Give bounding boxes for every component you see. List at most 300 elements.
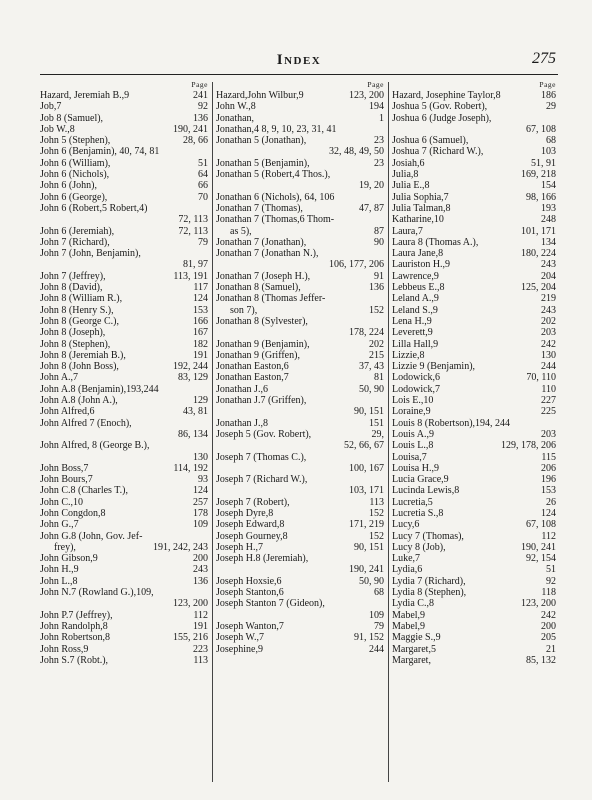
index-entry xyxy=(392,497,558,508)
index-entry xyxy=(216,587,386,598)
entry-name: Louisa,7 xyxy=(392,451,427,463)
entry-pages: 203 xyxy=(541,327,556,339)
entry-name: Louisa H.,9 xyxy=(392,462,439,474)
entry-pages: 190, 241 xyxy=(521,541,556,553)
entry-name: Maggie S.,9 xyxy=(392,632,441,644)
entry-name: Mabel,9 xyxy=(392,609,426,621)
entry-pages: 202 xyxy=(369,338,384,350)
index-entry-continuation xyxy=(40,452,210,463)
entry-name: Julia E.,8 xyxy=(392,180,430,192)
entry-pages: 112 xyxy=(193,609,208,621)
entry-pages: 21 xyxy=(546,643,556,655)
entry-pages: 200 xyxy=(541,620,556,632)
entry-pages: 79 xyxy=(374,620,384,632)
index-entry xyxy=(216,271,386,282)
index-entry xyxy=(216,248,386,259)
entry-pages: 67, 108 xyxy=(526,123,556,135)
entry-name: Lodowick,7 xyxy=(392,383,441,395)
entry-pages: 123, 200 xyxy=(173,598,208,610)
entry-pages: 130 xyxy=(193,451,208,463)
index-entry xyxy=(216,372,386,383)
entry-pages: 204 xyxy=(541,270,556,282)
index-entry xyxy=(392,644,558,655)
entry-pages: 215 xyxy=(369,349,384,361)
index-entry xyxy=(216,395,386,406)
index-entry xyxy=(40,169,210,180)
entry-pages: 166 xyxy=(193,315,208,327)
index-entry xyxy=(40,485,210,496)
index-entry xyxy=(40,497,210,508)
entry-name: Lydia 8 (Stephen), xyxy=(392,587,467,599)
column-divider xyxy=(212,82,213,782)
entry-name: Joshua 7 (Richard W.), xyxy=(392,146,484,158)
column-page-label: Page xyxy=(539,80,556,89)
index-entry xyxy=(40,384,210,395)
index-entry xyxy=(40,418,210,429)
index-entry xyxy=(392,485,558,496)
entry-pages: 103 xyxy=(541,146,556,158)
index-entry xyxy=(392,395,558,406)
entry-name: John Bours,7 xyxy=(40,474,93,486)
index-entry xyxy=(216,542,386,553)
entry-name: frey), xyxy=(54,541,76,553)
entry-name: John 8 (William R.), xyxy=(40,293,123,305)
column-page-label: Page xyxy=(367,80,384,89)
entry-pages: 152 xyxy=(369,507,384,519)
entry-pages: 113 xyxy=(369,496,384,508)
index-entry xyxy=(392,90,558,101)
index-entry xyxy=(216,361,386,372)
entry-name: John 5 (Stephen), xyxy=(40,135,111,147)
entry-pages: 193 xyxy=(541,202,556,214)
entry-name: John C.,10 xyxy=(40,496,84,508)
entry-name: John 8 (David), xyxy=(40,282,103,294)
entry-name: Julia,8 xyxy=(392,169,419,181)
index-entry xyxy=(40,271,210,282)
index-entry xyxy=(392,632,558,643)
entry-pages: 154 xyxy=(541,180,556,192)
index-entry xyxy=(392,305,558,316)
entry-pages: 70 xyxy=(198,191,208,203)
entry-pages: 86, 134 xyxy=(178,428,208,440)
entry-name: Joseph H.8 (Jeremiah), xyxy=(216,553,309,565)
index-entry xyxy=(392,418,558,429)
entry-name: John 6 (Benjamin), 40, 74, 81 xyxy=(40,146,160,158)
index-entry xyxy=(40,610,210,621)
index-entry xyxy=(216,621,386,632)
index-entry xyxy=(392,316,558,327)
index-entry xyxy=(392,248,558,259)
index-entry xyxy=(216,350,386,361)
entry-name: Julia Talman,8 xyxy=(392,202,451,214)
index-entry xyxy=(216,203,386,214)
index-entry xyxy=(40,237,210,248)
entry-pages: 83, 129 xyxy=(178,372,208,384)
entry-pages: 72, 113 xyxy=(178,225,208,237)
entry-name: Lucy 7 (Thomas), xyxy=(392,530,464,542)
entry-pages: 1 xyxy=(379,112,384,124)
entry-pages: 129 xyxy=(193,395,208,407)
index-entry xyxy=(392,621,558,632)
entry-name: John Alfred 7 (Enoch), xyxy=(40,417,132,429)
entry-name: John 6 (William), xyxy=(40,157,111,169)
entry-name: Joshua 6 (Samuel), xyxy=(392,135,469,147)
entry-name: Lois E.,10 xyxy=(392,395,434,407)
entry-pages: 243 xyxy=(193,564,208,576)
entry-name: Lucy 8 (Job), xyxy=(392,541,446,553)
entry-name: Louis 8 (Robertson),194, 244 xyxy=(392,417,511,429)
entry-pages: 136 xyxy=(193,112,208,124)
index-entry xyxy=(40,192,210,203)
entry-name: John A.,7 xyxy=(40,372,79,384)
index-entry xyxy=(392,452,558,463)
entry-name: John A.8 (John A.), xyxy=(40,395,118,407)
index-entry xyxy=(216,158,386,169)
index-entry-continuation xyxy=(216,180,386,191)
entry-name: Jonathan 7 (Thomas,6 Thom- xyxy=(216,214,335,226)
index-entry xyxy=(216,90,386,101)
entry-name: Lucinda Lewis,8 xyxy=(392,485,460,497)
index-entry xyxy=(216,429,386,440)
index-column-3 xyxy=(392,80,558,666)
entry-name: Josiah,6 xyxy=(392,157,425,169)
entry-pages: 123, 200 xyxy=(521,598,556,610)
entry-name: Joshua 6 (Judge Joseph), xyxy=(392,112,492,124)
entry-name: John P.7 (Jeffrey), xyxy=(40,609,113,621)
index-entry xyxy=(216,169,386,180)
entry-name: Joseph H.,7 xyxy=(216,541,263,553)
index-entry xyxy=(216,214,386,225)
entry-name: Jonathan,4 8, 9, 10, 23, 31, 41 xyxy=(216,123,337,135)
index-entry-continuation xyxy=(216,259,386,270)
entry-pages: 241 xyxy=(193,90,208,101)
entry-pages: 178 xyxy=(193,507,208,519)
index-entry-continuation xyxy=(40,429,210,440)
entry-pages: 92 xyxy=(198,101,208,113)
index-entry xyxy=(40,644,210,655)
entry-pages: 182 xyxy=(193,338,208,350)
index-entry-continuation xyxy=(40,542,210,553)
entry-pages: 109 xyxy=(369,609,384,621)
entry-pages: 202 xyxy=(541,315,556,327)
entry-name: Margaret, xyxy=(392,654,431,666)
entry-pages: 129, 178, 206 xyxy=(501,440,556,452)
entry-pages: 152 xyxy=(369,304,384,316)
entry-pages: 47, 87 xyxy=(359,202,384,214)
entry-pages: 19, 20 xyxy=(359,180,384,192)
entry-pages: 50, 90 xyxy=(359,383,384,395)
index-entry-continuation xyxy=(216,440,386,451)
entry-name: Laura 8 (Thomas A.), xyxy=(392,236,479,248)
entry-name: John 6 (Robert,5 Robert,4) xyxy=(40,202,148,214)
index-entry xyxy=(392,135,558,146)
entry-pages: 28, 66 xyxy=(183,135,208,147)
entry-pages: 106, 177, 206 xyxy=(329,259,384,271)
entry-name: Lucia Grace,9 xyxy=(392,474,449,486)
entry-pages: 79 xyxy=(198,236,208,248)
entry-name: Jonathan 7 (Joseph H.), xyxy=(216,270,311,282)
index-entry xyxy=(216,632,386,643)
index-entry xyxy=(216,508,386,519)
entry-name: John 8 (Henry S.), xyxy=(40,304,114,316)
entry-pages: 248 xyxy=(541,214,556,226)
index-entry xyxy=(40,158,210,169)
entry-pages: 242 xyxy=(541,338,556,350)
entry-pages: 101, 171 xyxy=(521,225,556,237)
index-entry xyxy=(40,576,210,587)
entry-name: Jonathan 8 (Samuel), xyxy=(216,282,301,294)
entry-pages: 169, 218 xyxy=(521,169,556,181)
entry-name: John Gibson,9 xyxy=(40,553,98,565)
entry-name: Jonathan J.,8 xyxy=(216,417,268,429)
entry-name: Margaret,5 xyxy=(392,643,436,655)
entry-name: John H.,9 xyxy=(40,564,79,576)
entry-name: Joseph Gourney,8 xyxy=(216,530,288,542)
entry-pages: 136 xyxy=(369,282,384,294)
entry-pages: 242 xyxy=(541,609,556,621)
entry-pages: 191 xyxy=(193,620,208,632)
entry-pages: 98, 166 xyxy=(526,191,556,203)
entry-pages: 23 xyxy=(374,135,384,147)
entry-name: Joseph Wanton,7 xyxy=(216,620,284,632)
column-page-label: Page xyxy=(191,80,208,89)
index-entry xyxy=(40,474,210,485)
entry-pages: 90, 151 xyxy=(354,406,384,418)
entry-name: Job W.,8 xyxy=(40,123,75,135)
entry-pages: 113, 191 xyxy=(173,270,208,282)
entry-name: Jonathan 5 (Benjamin), xyxy=(216,157,310,169)
entry-name: Lucretia,5 xyxy=(392,496,433,508)
entry-name: Laura Jane,8 xyxy=(392,248,444,260)
entry-pages: 243 xyxy=(541,304,556,316)
entry-pages: 136 xyxy=(193,575,208,587)
entry-name: Lodowick,6 xyxy=(392,372,441,384)
index-entry-continuation xyxy=(40,214,210,225)
entry-name: Leland S.,9 xyxy=(392,304,438,316)
entry-pages: 190, 241 xyxy=(349,564,384,576)
index-entry xyxy=(40,282,210,293)
index-entry xyxy=(392,293,558,304)
entry-name: Leverett,9 xyxy=(392,327,433,339)
index-entry-continuation xyxy=(392,124,558,135)
entry-name: John 6 (Nichols), xyxy=(40,169,110,181)
entry-name: Lebbeus E.,8 xyxy=(392,282,445,294)
entry-name: Jonathan Easton,6 xyxy=(216,361,289,373)
entry-pages: 50, 90 xyxy=(359,575,384,587)
index-entry xyxy=(216,135,386,146)
entry-pages: 26 xyxy=(546,496,556,508)
entry-pages: 244 xyxy=(369,643,384,655)
entry-name: as 5), xyxy=(230,225,252,237)
entry-pages: 130 xyxy=(541,349,556,361)
entry-pages: 167 xyxy=(193,327,208,339)
index-entry xyxy=(216,452,386,463)
index-entry xyxy=(216,192,386,203)
index-entry xyxy=(216,497,386,508)
entry-name: Katharine,10 xyxy=(392,214,444,226)
entry-pages: 51 xyxy=(198,157,208,169)
entry-name: John 6 (Jeremiah), xyxy=(40,225,115,237)
entry-pages: 244 xyxy=(541,361,556,373)
entry-name: John L.,8 xyxy=(40,575,78,587)
index-entry xyxy=(392,282,558,293)
entry-name: John 7 (Richard), xyxy=(40,236,110,248)
entry-pages: 124 xyxy=(193,293,208,305)
entry-pages: 134 xyxy=(541,236,556,248)
index-entry xyxy=(40,293,210,304)
entry-name: Joseph Hoxsie,6 xyxy=(216,575,282,587)
page-header xyxy=(40,48,558,75)
entry-pages: 117 xyxy=(193,282,208,294)
entry-pages: 110 xyxy=(541,383,556,395)
index-entry xyxy=(216,644,386,655)
entry-name: Lena H.,9 xyxy=(392,315,432,327)
entry-name: Joseph Stanton,6 xyxy=(216,587,284,599)
entry-pages: 227 xyxy=(541,395,556,407)
entry-pages: 114, 192 xyxy=(173,462,208,474)
entry-pages: 225 xyxy=(541,406,556,418)
entry-name: John 8 (John Boss), xyxy=(40,361,119,373)
entry-name: Lawrence,9 xyxy=(392,270,439,282)
entry-pages: 67, 108 xyxy=(526,519,556,531)
entry-name: John G.,7 xyxy=(40,519,79,531)
entry-pages: 200 xyxy=(193,553,208,565)
index-entry xyxy=(40,135,210,146)
index-entry xyxy=(392,463,558,474)
index-entry xyxy=(216,101,386,112)
index-entry xyxy=(392,237,558,248)
entry-name: Jonathan 8 (Sylvester), xyxy=(216,315,308,327)
entry-pages: 29 xyxy=(546,101,556,113)
index-entry xyxy=(392,531,558,542)
entry-name: Lizzie,8 xyxy=(392,349,425,361)
entry-name: Jonathan 7 (Jonathan N.), xyxy=(216,248,319,260)
index-entry-continuation xyxy=(216,146,386,157)
entry-pages: 51 xyxy=(546,564,556,576)
entry-pages: 191 xyxy=(193,349,208,361)
entry-pages: 51, 91 xyxy=(531,157,556,169)
column-divider xyxy=(388,82,389,782)
index-entry-continuation xyxy=(216,610,386,621)
index-entry xyxy=(40,305,210,316)
entry-name: son 7), xyxy=(230,304,258,316)
entry-pages: 118 xyxy=(541,587,556,599)
entry-pages: 37, 43 xyxy=(359,361,384,373)
entry-name: Hazard, Jeremiah B.,9 xyxy=(40,90,130,101)
entry-name: Jonathan 8 (Thomas Jeffer- xyxy=(216,293,326,305)
entry-pages: 243 xyxy=(541,259,556,271)
entry-name: Joseph W.,7 xyxy=(216,632,265,644)
entry-name: Job,7 xyxy=(40,101,62,113)
index-entry xyxy=(216,553,386,564)
entry-name: Joseph 7 (Richard W.), xyxy=(216,474,308,486)
entry-name: Jonathan 9 (Benjamin), xyxy=(216,338,310,350)
entry-name: Joseph Dyre,8 xyxy=(216,507,274,519)
index-entry xyxy=(392,610,558,621)
entry-pages: 64 xyxy=(198,169,208,181)
entry-name: Job 8 (Samuel), xyxy=(40,112,104,124)
index-entry xyxy=(216,339,386,350)
entry-name: Hazard, Josephine Taylor,8 xyxy=(392,90,501,101)
entry-name: Jonathan 6 (Nichols), 64, 106 xyxy=(216,191,335,203)
entry-name: Lydia C.,8 xyxy=(392,598,434,610)
index-column-2 xyxy=(216,80,386,655)
entry-pages: 85, 132 xyxy=(526,654,556,666)
entry-name: Jonathan 9 (Griffen), xyxy=(216,349,300,361)
entry-name: Jonathan, xyxy=(216,112,255,124)
index-entry xyxy=(40,226,210,237)
entry-name: Jonathan 7 (Thomas), xyxy=(216,202,303,214)
index-entry xyxy=(392,440,558,451)
entry-name: Joseph Edward,8 xyxy=(216,519,285,531)
index-entry xyxy=(40,440,210,451)
index-entry xyxy=(216,519,386,530)
index-entry-continuation xyxy=(216,564,386,575)
index-entry xyxy=(40,553,210,564)
index-entry xyxy=(40,101,210,112)
index-entry xyxy=(40,124,210,135)
index-entry xyxy=(392,339,558,350)
entry-name: Louis L.,8 xyxy=(392,440,434,452)
entry-pages: 68 xyxy=(546,135,556,147)
index-entry xyxy=(392,259,558,270)
entry-pages: 125, 204 xyxy=(521,282,556,294)
entry-pages: 171, 219 xyxy=(349,519,384,531)
index-entry xyxy=(40,587,210,598)
index-entry xyxy=(216,113,386,124)
index-entry xyxy=(392,474,558,485)
entry-name: John C.8 (Charles T.), xyxy=(40,485,128,497)
entry-pages: 219 xyxy=(541,293,556,305)
entry-pages: 90 xyxy=(374,236,384,248)
index-entry xyxy=(392,361,558,372)
index-entry xyxy=(392,327,558,338)
entry-name: Lilla Hall,9 xyxy=(392,338,439,350)
entry-name: Leland A.,9 xyxy=(392,293,439,305)
entry-name: Hazard,John Wilbur,9 xyxy=(216,90,304,101)
entry-name: John 8 (Jeremiah B.), xyxy=(40,349,126,361)
entry-name: Loraine,9 xyxy=(392,406,431,418)
index-entry xyxy=(40,372,210,383)
index-entry xyxy=(392,203,558,214)
entry-name: John 6 (John), xyxy=(40,180,97,192)
index-entry xyxy=(216,293,386,304)
entry-name: John 7 (Jeffrey), xyxy=(40,270,106,282)
entry-pages: 103, 171 xyxy=(349,485,384,497)
entry-name: John N.7 (Rowland G.),109, xyxy=(40,587,154,599)
entry-pages: 92 xyxy=(546,575,556,587)
entry-pages: 70, 110 xyxy=(526,372,556,384)
index-entry xyxy=(216,576,386,587)
index-entry-continuation xyxy=(216,485,386,496)
index-entry xyxy=(392,406,558,417)
entry-pages: 155, 216 xyxy=(173,632,208,644)
entry-pages: 223 xyxy=(193,643,208,655)
index-entry xyxy=(40,339,210,350)
entry-pages: 29, xyxy=(371,428,384,440)
entry-name: Joseph Stanton 7 (Gideon), xyxy=(216,598,325,610)
index-entry xyxy=(40,316,210,327)
entry-name: Lucretia S.,8 xyxy=(392,507,444,519)
index-entry xyxy=(392,542,558,553)
entry-pages: 194 xyxy=(369,101,384,113)
index-entry xyxy=(392,576,558,587)
entry-pages: 257 xyxy=(193,496,208,508)
index-entry xyxy=(392,271,558,282)
entry-pages: 124 xyxy=(541,507,556,519)
entry-pages: 203 xyxy=(541,428,556,440)
entry-name: Jonathan Easton,7 xyxy=(216,372,289,384)
